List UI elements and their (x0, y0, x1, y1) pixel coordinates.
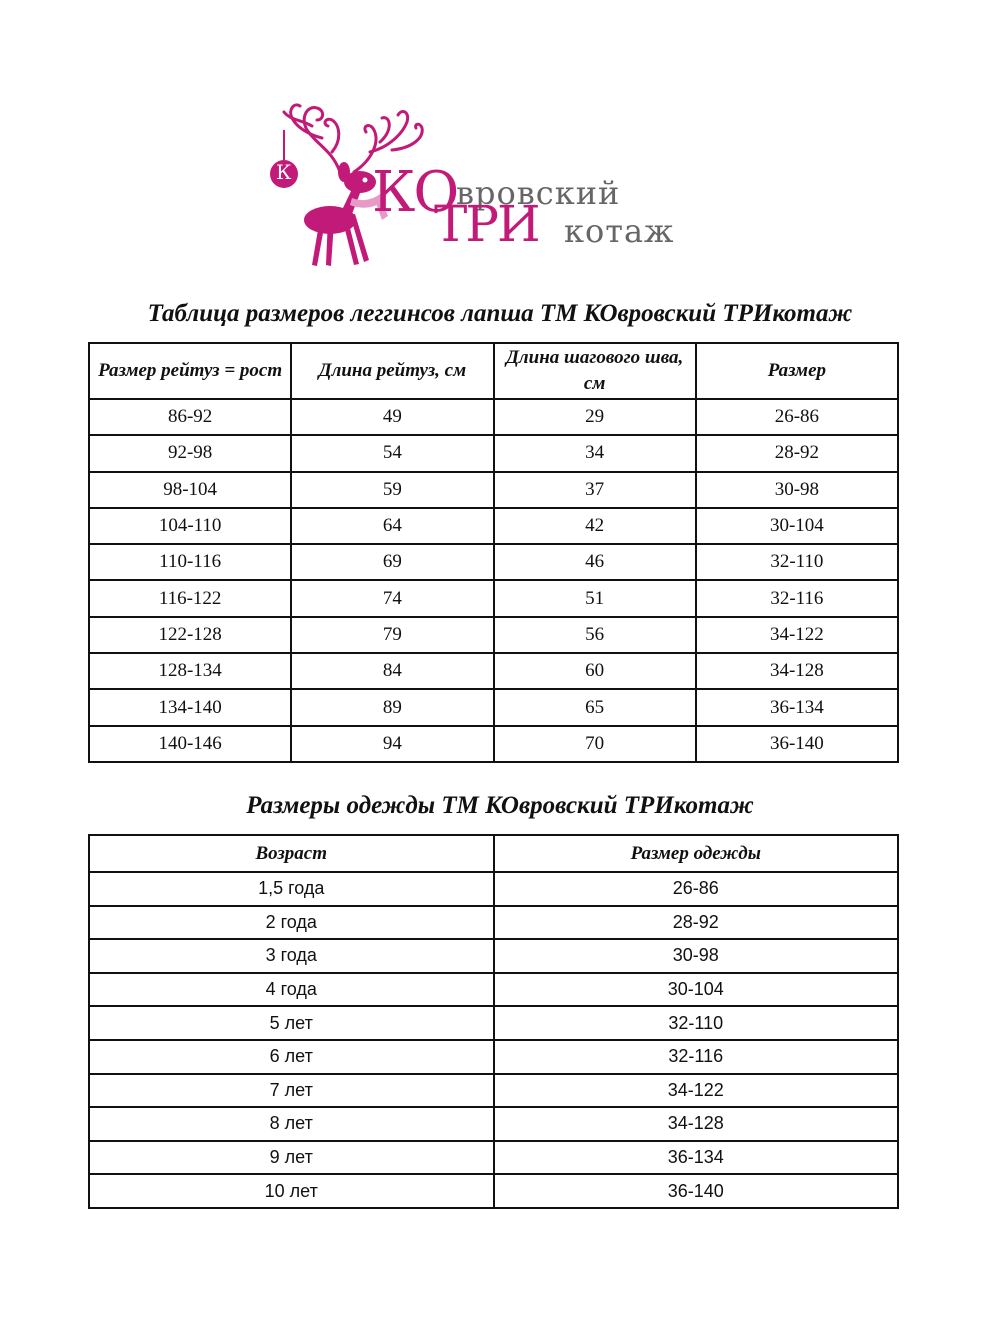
table-cell: 54 (291, 435, 493, 471)
table-cell: 26-86 (696, 399, 898, 435)
table-cell: 86-92 (89, 399, 291, 435)
table-cell: 26-86 (494, 872, 899, 906)
table-row (89, 1107, 898, 1141)
table-cell: 84 (291, 653, 493, 689)
table-row (89, 1074, 898, 1108)
table-cell: 28-92 (696, 435, 898, 471)
table-cell: 1,5 года (89, 872, 494, 906)
column-header: Возраст (89, 835, 494, 872)
table-cell: 29 (494, 399, 696, 435)
table-row (89, 544, 898, 580)
brand-logo (262, 90, 732, 275)
table-cell: 30-98 (696, 472, 898, 508)
table-cell: 59 (291, 472, 493, 508)
logo-text-kotazh: котаж (564, 212, 675, 250)
table-row (89, 906, 898, 940)
table-cell: 34-122 (696, 617, 898, 653)
table-cell: 28-92 (494, 906, 899, 940)
table-cell: 56 (494, 617, 696, 653)
table-cell: 10 лет (89, 1174, 494, 1208)
table-row (89, 939, 898, 973)
ornament-letter: К (276, 160, 292, 184)
table-cell: 98-104 (89, 472, 291, 508)
table-cell: 9 лет (89, 1141, 494, 1175)
leggings-size-table (88, 342, 899, 763)
table-cell: 30-98 (494, 939, 899, 973)
table-cell: 8 лет (89, 1107, 494, 1141)
table-row (89, 872, 898, 906)
table-cell: 30-104 (696, 508, 898, 544)
column-header: Размер (696, 343, 898, 399)
table-row (89, 617, 898, 653)
table-cell: 104-110 (89, 508, 291, 544)
table-row (89, 1141, 898, 1175)
table-cell: 60 (494, 653, 696, 689)
table-cell: 36-134 (696, 689, 898, 725)
table-cell: 116-122 (89, 580, 291, 616)
logo-text-vrovskiy: вровский (456, 174, 621, 212)
leggings-table-title: Таблица размеров леггинсов лапша ТМ КОвровский ТРИкотаж (147, 300, 853, 327)
table-cell: 134-140 (89, 689, 291, 725)
table-cell: 128-134 (89, 653, 291, 689)
table-cell: 37 (494, 472, 696, 508)
table-cell: 70 (494, 726, 696, 762)
table-row (89, 1040, 898, 1074)
table-row (89, 653, 898, 689)
table-row (89, 580, 898, 616)
table-cell: 5 лет (89, 1006, 494, 1040)
clothing-table-title: Размеры одежды ТМ КОвровский ТРИкотаж (246, 792, 754, 819)
table-cell: 2 года (89, 906, 494, 940)
table-cell: 65 (494, 689, 696, 725)
table-row (89, 508, 898, 544)
table-header-row (89, 343, 898, 399)
column-header: Длина рейтуз, см (291, 343, 493, 399)
logo-text-tri: ТРИ (434, 195, 539, 253)
column-header: Размер рейтуз = рост (89, 343, 291, 399)
table-row (89, 1006, 898, 1040)
column-header: Размер одежды (494, 835, 899, 872)
table-cell: 64 (291, 508, 493, 544)
table-cell: 32-116 (494, 1040, 899, 1074)
table-row (89, 973, 898, 1007)
table-cell: 94 (291, 726, 493, 762)
table-cell: 46 (494, 544, 696, 580)
table-cell: 34-128 (494, 1107, 899, 1141)
table-cell: 30-104 (494, 973, 899, 1007)
table-cell: 3 года (89, 939, 494, 973)
table-cell: 34 (494, 435, 696, 471)
table-cell: 32-116 (696, 580, 898, 616)
table-cell: 140-146 (89, 726, 291, 762)
table-cell: 32-110 (696, 544, 898, 580)
table-row (89, 689, 898, 725)
table-cell: 122-128 (89, 617, 291, 653)
table-row (89, 435, 898, 471)
table-cell: 36-134 (494, 1141, 899, 1175)
table-cell: 69 (291, 544, 493, 580)
column-header: Длина шагового шва, см (494, 343, 696, 399)
table-cell: 4 года (89, 973, 494, 1007)
table-row (89, 399, 898, 435)
logo-text-ko: КО (372, 160, 458, 225)
table-cell: 32-110 (494, 1006, 899, 1040)
table-cell: 34-128 (696, 653, 898, 689)
table-cell: 79 (291, 617, 493, 653)
table-cell: 36-140 (494, 1174, 899, 1208)
table-row (89, 726, 898, 762)
table-row (89, 472, 898, 508)
table-row (89, 1174, 898, 1208)
table-cell: 89 (291, 689, 493, 725)
table-header-row (89, 835, 898, 872)
table-cell: 92-98 (89, 435, 291, 471)
table-cell: 110-116 (89, 544, 291, 580)
table-cell: 74 (291, 580, 493, 616)
table-cell: 34-122 (494, 1074, 899, 1108)
table-cell: 51 (494, 580, 696, 616)
table-cell: 7 лет (89, 1074, 494, 1108)
table-cell: 6 лет (89, 1040, 494, 1074)
table-cell: 49 (291, 399, 493, 435)
table-cell: 36-140 (696, 726, 898, 762)
clothing-size-table (88, 834, 899, 1209)
table-cell: 42 (494, 508, 696, 544)
